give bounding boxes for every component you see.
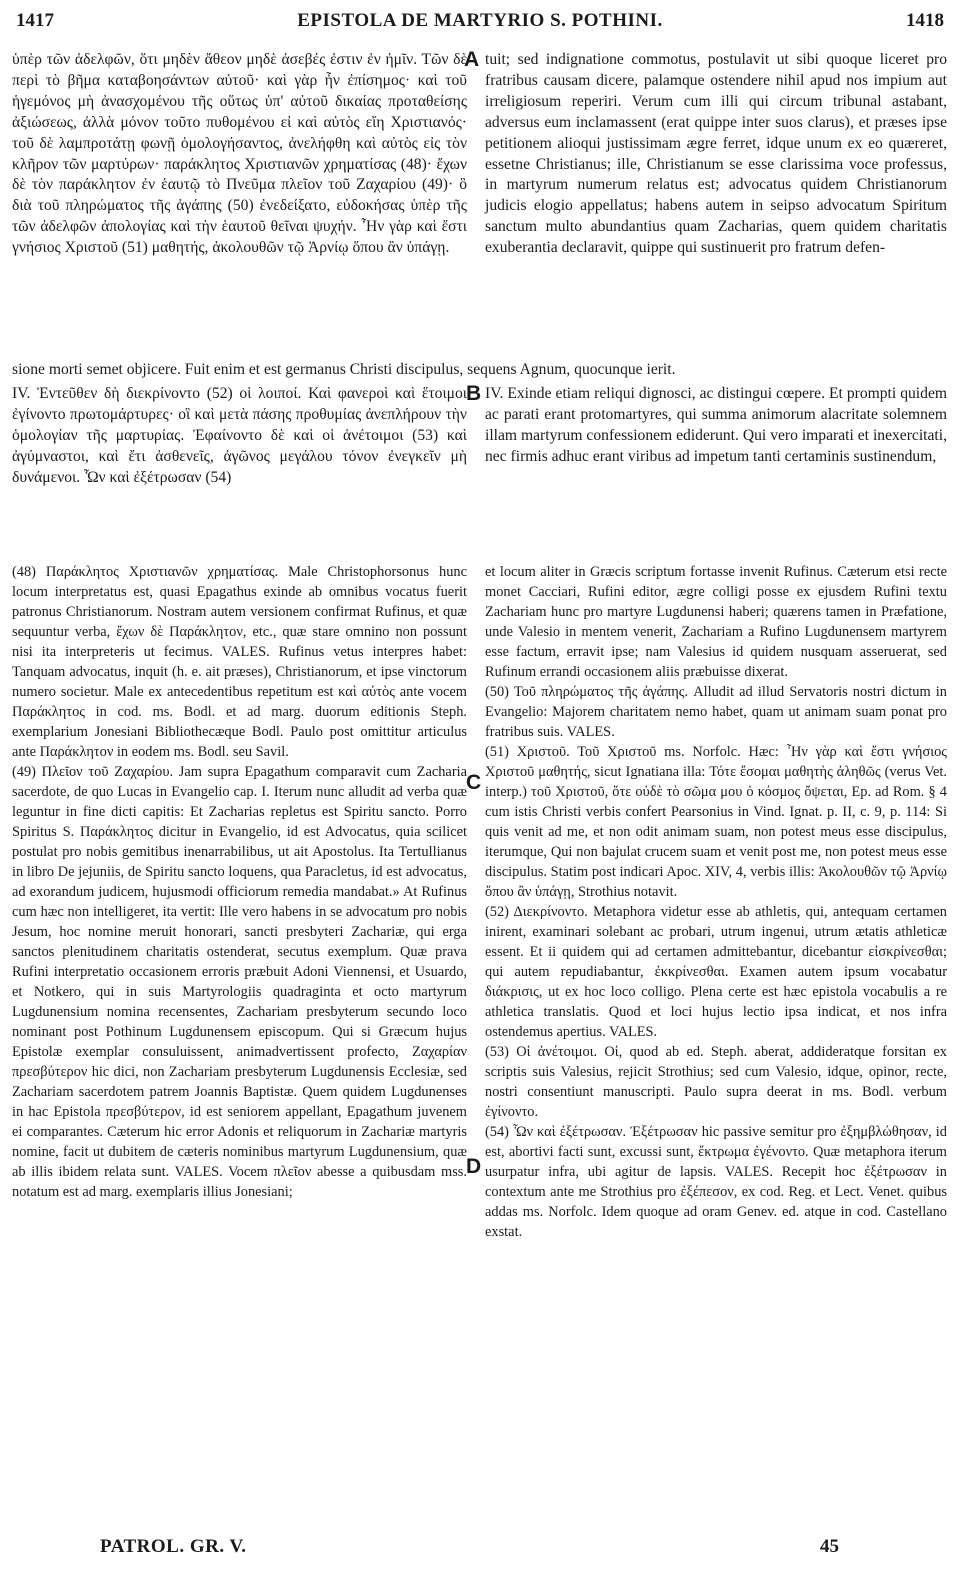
series-title: PATROL. GR. V. (100, 1536, 247, 1557)
greek-paragraph-iv: IV. Ἐντεῦθεν δὴ διεκρίνοντο (52) οἱ λοιποί. Καὶ φανεροὶ καὶ ἕτοιμοι ἐγίνοντο πρωτομάρτυρες· οἳ καὶ μετὰ πάσης προθυμίας ἀνεπλήρουν τὴν ὁμολογίαν τῆς μαρτυρίας. Ἐφαίνοντο δὲ καὶ οἱ ἀνέτοιμοι (53) καὶ ἀγύμναστοι, καὶ ἔτι ἀσθενεῖς, ἀγῶνος μεγάλου τόνον ἐνεγκεῖν μὴ δυνάμενοι. Ὧν καὶ ἐξέτρωσαν (54) (12, 385, 467, 486)
greek-text-column-section-iv (12, 384, 467, 489)
margin-marker-b: B (466, 382, 482, 405)
running-header (16, 10, 944, 40)
footnote-53: (53) Οἱ ἀνέτοιμοι. Οἱ, quod ab ed. Steph. aberat, addideratque forsitan ex scriptis suis Valesius, rejicit Strothius; sed cum Valesio, idque, opinor, recte, nostri consentiunt manuscripti. Paulo supra deerat in ms. Bodl. verbum ἐγίνοντο. (485, 1044, 947, 1120)
footnote-49-continued: et locum aliter in Græcis scriptum fortasse invenit Rufinus. Cæterum etsi recte monet Cacciari, Rufini editor, ægre colligi posse ex ejusdem Rufini textu Zachariam hunc pro martyre Lugdunensi haberi; quærens tamen in Præfatione, unde Valesio in mentem venerit, Zachariam a Rufino Lugdunensem martyrem esse factum, erravit ipse; nam Valesius id quidem nusquam asseruerat, sed Rufinum errandi occasionem aliis præbuisse dixerat. (485, 564, 947, 680)
footnote-50: (50) Τοῦ πληρώματος τῆς ἀγάπης. Alludit ad illud Servatoris nostri dictum in Evangelio: Majorem charitatem nemo habet, quam ut animam suam ponat pro fratribus suis. VALES. (485, 684, 947, 740)
latin-paragraph-iv: IV. Exinde etiam reliqui dignosci, ac distingui cœpere. Et prompti quidem ac parati erant protomartyres, qui summa animorum alacritate solemnem illam martyrum confessionem ediderunt. Qui vero imparati et inexercitati, nec firmis adhuc erant viribus ad impetum tanti certaminis sustinendum, (485, 385, 947, 465)
column-number-right: 1418 (906, 10, 944, 31)
footnote-52: (52) Διεκρίνοντο. Metaphora videtur esse ab athletis, qui, antequam certamen inirent, examinari solebant ac probari, utrum ingenui, utrum ætatis athleticæ essent. Et ii quidem qui ad certamen admittebantur, dicebantur εἰσκρίνεσθαι; qui autem repudiabantur, ἐκκρίνεσθαι. Examen autem ipsum vocabatur διάκρισις, ut ex hoc loco colligo. Plena certe est hæc epistola vocabulis a re athletica translatis. Quod et loci hujus lectio ipsa indicat, et nos infra ostendemus apertius. VALES. (485, 904, 947, 1040)
page-title: EPISTOLA DE MARTYRIO S. POTHINI. (297, 10, 663, 31)
footnotes-right-column (485, 562, 947, 1242)
greek-text-column (12, 50, 467, 259)
margin-marker-c: C (466, 771, 482, 794)
column-number-left: 1417 (16, 10, 54, 31)
margin-marker-d: D (466, 1155, 482, 1178)
latin-paragraph: tuit; sed indignatione commotus, postulavit ut sibi quoque liceret pro fratribus causam dicere, palamque ostendere nihil apud nos impium aut irreligiosum reperiri. Verum cum illi qui circum tribunal astabant, adversus eum inclamassent (erat quippe inter suos clarus), et præses ipse petitionem alioqui justissimam ægre ferret, idque unum ex eo quæreret, essetne Christianus; ille, Christianum se esse clarissima voce professus, in martyrum numerum relatus est; advocatus quidem Christianorum judicis elogio appellatus; habens autem in seipso advocatum Spiritum sanctum multo abundantius quam Zacharias, quem quidem charitatis exuberantia declaravit, quippe qui sustinuerit pro fratrum defen- (485, 51, 947, 257)
full-width-text-line: sione morti semet objicere. Fuit enim et est germanus Christi discipulus, sequens Agnum, quocunque ierit. (12, 361, 676, 378)
latin-text-column-section-iv (485, 384, 947, 468)
latin-text-column (485, 50, 947, 259)
footnote-49: (49) Πλεῖον τοῦ Ζαχαρίου. Jam supra Epagathum comparavit cum Zacharia sacerdote, de quo Lucas in Evangelio cap. I. Iterum nunc alludit ad verba quæ leguntur in fine dicti capitis: Et Zacharias repletus est Spiritu sancto. Porro Spiritus S. Παράκλητος dicitur in Evangelio, id est Advocatus, quia scilicet postulat pro nobis gemitibus inenarrabilibus, ut ait Apostolus. Ita Tertullianus in libro De jejuniis, de Spiritu sancto loquens, qua Paracletus, id est advocatus, ad exorandum judicem, hujusmodi officiorum remedia mandabat.» At Rufinus cum hæc non intelligeret, ita vertit: Ille vero habens in se advocatum pro nobis Jesum, hoc nomine meruit honorari, sancti presbyteri Zachariæ, qui erga sanctos plenitudinem charitatis ostenderat, secutus exemplum. Quæ prava Rufini interpretatio occasionem erroris præbuit Adoni Viennensi, et Usuardo, et Notkero, qui in suis Martyrologiis quadraginta et octo martyrum Lugdunensium nomina recensentes, Zachariam presbyterum secundo loco nominant post Pothinum Lugdunensem episcopum. Qui si Græcum hujus Epistolæ exemplar consuluissent, animadvertissent profecto, Ζαχαρίαν πρεσβύτερον hic dici, non Zachariam presbyterum Lugdunensis Ecclesiæ, sed Zachariam sacerdotem patrem Joannis Baptistæ. Quem quidem Lugdunenses in hac Epistola πρεσβύτερον, id est seniorem appellant, Epagathum juvenem ei comparantes. Cæterum hic error Adonis et reliquorum in Zachariæ martyris nomine, facit ut dubitem de cæteris nominibus martyrum Lugdunensium, quæ ab illis ibidem relata sunt. VALES. Vocem πλεῖον abesse a quibusdam mss. notatum est ad marg. exemplaris illius Jonesiani; (12, 764, 467, 1200)
footnote-54: (54) Ὧν καὶ ἐξέτρωσαν. Ἐξέτρωσαν hic passive semitur pro ἐξημβλώθησαν, id est, abortivi facti sunt, excussi sunt, ἔκτρωμα ἐγένοντο. Quæ metaphora iterum usurpatur infra, ubi agitur de lapsis. VALES. Recepit hoc ἐξέτρωσαν in contextum ante me Strothius pro ἐξέπεσον, ex cod. Reg. et Lect. Venet. quibus addas ms. Norfolc. Idem quoque ad oram Genev. ed. atque in cod. Castellano exstat. (485, 1124, 947, 1240)
footnote-48: (48) Παράκλητος Χριστιανῶν χρηματίσας. Male Christophorsonus hunc locum interpretatus est, quasi Epagathus exinde ab omnibus vocatus fuerit patronus Christianorum. Nostram autem versionem confirmat Rufinus, et quæ sequuntur verba, ἔχων δὲ Παράκλητον, etc., quæ stare omnino non possunt nisi ita interpreteris ut fecimus. VALES. Rufinus vetus interpres habet: Tanquam advocatus, inquit (h. e. ait præses), Christianorum, et ipse vinctorum numero societur. Male ex antecedentibus repetitum est καὶ αὐτὸς ante vocem Παράκλητος in cod. ms. Bodl. et ad marg. duorum editionis Steph. exemplarium Jonesiani Bibliothecæque Bodl. Paulo post omittitur articulus ante Παράκλητον in eodem ms. Bodl. seu Savil. (12, 564, 467, 760)
greek-paragraph: ὑπὲρ τῶν ἀδελφῶν, ὅτι μηδὲν ἄθεον μηδὲ ἀσεβές ἐστιν ἐν ἡμῖν. Τῶν δὲ περὶ τὸ βῆμα καταβοησάντων αὐτοῦ· καὶ γὰρ ἦν ἐπίσημος· καὶ τοῦ ἡγεμόνος μὴ ἀνασχομένου τῆς οὕτως ὑπ' αὐτοῦ δικαίας προταθείσης ἀξιώσεως, ἀλλὰ μόνον τοῦτο πυθομένου εἰ καὶ αὐτὸς εἴη Χριστιανός· τοῦ δὲ λαμπροτάτῃ φωνῇ ὁμολογήσαντος, ἀνελήφθη καὶ αὐτὸς εἰς τὸν κλῆρον τῶν μαρτύρων· παράκλητος Χριστιανῶν χρηματίσας (48)· ἔχων δὲ τὸν παράκλητον ἐν ἑαυτῷ τὸ Πνεῦμα πλεῖον τοῦ Ζαχαρίου (49)· ὃ διὰ τοῦ πληρώματος τῆς ἀγάπης (50) ἐνεδείξατο, εὐδοκήσας ὑπὲρ τῆς τῶν ἀδελφῶν ἀπολογίας καὶ τὴν ἑαυτοῦ θεῖναι ψυχήν. Ἦν γὰρ καὶ ἔστι γνήσιος Χριστοῦ (51) μαθητής, ἀκολουθῶν τῷ Ἀρνίῳ ὅπου ἂν ὑπάγῃ. (12, 51, 467, 257)
page-footer (0, 1536, 960, 1566)
footnote-51: (51) Χριστοῦ. Τοῦ Χριστοῦ ms. Norfolc. Hæc: Ἦν γὰρ καὶ ἔστι γνήσιος Χριστοῦ μαθητής, sicut Ignatiana illa: Τότε ἔσομαι μαθητὴς ἀληθῶς (verus Vet. interp.) τοῦ Χριστοῦ, ὅτε οὐδὲ τὸ σῶμα μου ὁ κόσμος ὄψεται, Ep. ad Rom. § 4 cum istis Christi verbis confert Pearsonius in Vind. Ignat. p. II, c. 9, p. 114: Si quis venit ad me, et non odit animam suam, non potest meus esse discipulus, iterumque, Qui non bajulat crucem suam et venit post me, non potest meus esse discipulus. Statim post indicari Apoc. XIV, 4, verbis illis: Ἀκολουθῶν τῷ Ἀρνίῳ ὅπου ἂν ὑπάγῃ, Strothius notavit. (485, 744, 947, 900)
footnotes-left-column (12, 562, 467, 1202)
margin-marker-a: A (464, 48, 480, 71)
signature-mark: 45 (820, 1536, 839, 1557)
